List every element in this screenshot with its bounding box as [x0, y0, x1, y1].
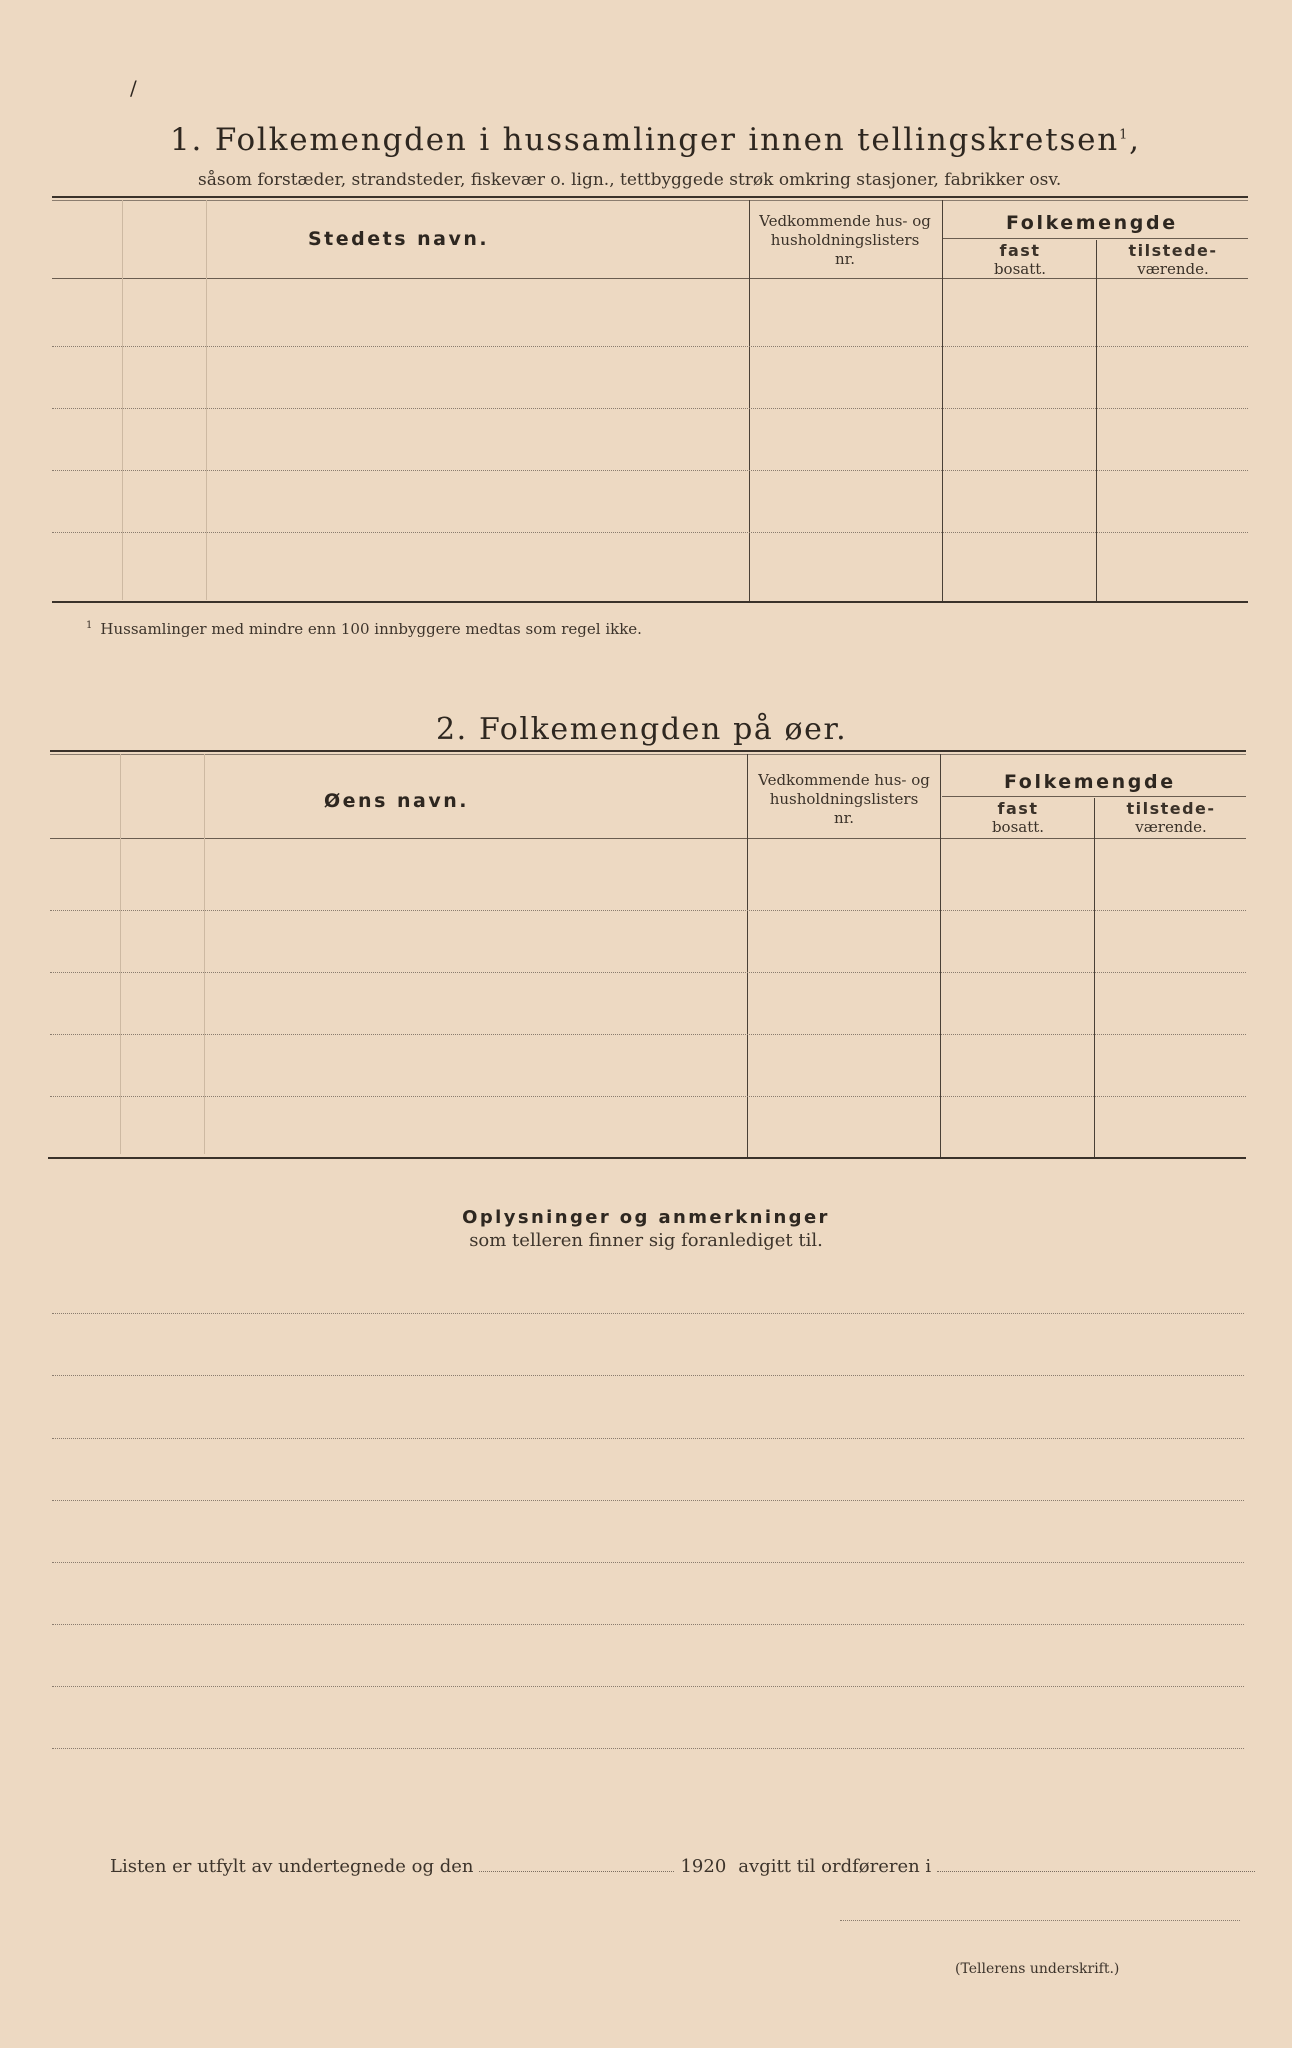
section2-col-fast-header: fast bosatt. [991, 799, 1045, 836]
remarks-line [52, 1748, 1244, 1749]
section2-column-divider [1094, 798, 1095, 1158]
section1-row-line [52, 346, 1248, 347]
section2-header-bottom-rule [50, 838, 1246, 839]
section1-footnote: $^1$ Hussamlinger med mindre enn 100 innbyggere medtas som regel ikke. [86, 620, 642, 638]
section1-folk-divider [943, 238, 1248, 239]
section2-col-tilstede-header: tilstede- værende. [1126, 799, 1216, 836]
section2-column-divider [940, 754, 941, 1158]
section2-faint-column [204, 754, 205, 1154]
section2-top-rule [50, 750, 1246, 752]
section2-bottom-rule [48, 1157, 1246, 1159]
section1-col-folk-header: Folkemengde [1006, 212, 1178, 234]
remarks-title: Oplysninger og anmerkninger [462, 1207, 830, 1228]
remarks-line [52, 1313, 1244, 1314]
section1-title: 1. Folkemengden i hussamlinger innen tellingskretsen$^1$, [170, 122, 1141, 158]
section1-faint-column [122, 200, 123, 600]
section1-row-line [52, 470, 1248, 471]
section1-subtitle: såsom forstæder, strandsteder, fiskevær o. lign., tettbyggede strøk omkring stasjoner, fabrikker osv. [198, 170, 1062, 190]
section1-col-tilstede-header: tilstede- værende. [1128, 241, 1218, 278]
section2-col-list-header: Vedkommende hus- og husholdningslisters nr. [758, 771, 930, 827]
section2-faint-column [120, 754, 121, 1154]
section1-faint-column [206, 200, 207, 600]
section2-row-line [50, 1034, 1246, 1035]
section1-header-bottom-rule [52, 278, 1248, 279]
signature-statement: Listen er utfylt av undertegnede og den 1920 avgitt til ordføreren i [110, 1856, 1255, 1877]
section2-row-line [50, 910, 1246, 911]
remarks-line [52, 1624, 1244, 1625]
section2-folk-divider [942, 796, 1246, 797]
section2-row-line [50, 1096, 1246, 1097]
section1-row-line [52, 532, 1248, 533]
remarks-heading [0, 1207, 1292, 1251]
remarks-line [52, 1562, 1244, 1563]
section2-top-rule-thin [50, 754, 1246, 755]
section2-col-name-header: Øens navn. [324, 790, 469, 812]
section1-top-rule [52, 196, 1248, 198]
section1-row-line [52, 408, 1248, 409]
remarks-line [52, 1375, 1244, 1376]
section2-row-line [50, 972, 1246, 973]
section1-column-divider [1096, 240, 1097, 602]
signature-line [840, 1920, 1240, 1921]
section1-col-fast-header: fast bosatt. [993, 241, 1047, 278]
remarks-line [52, 1686, 1244, 1687]
remarks-subtitle: som telleren finner sig foranlediget til. [469, 1230, 823, 1251]
signature-caption: (Tellerens underskrift.) [955, 1961, 1120, 1977]
section2-title: 2. Folkemengden på øer. [436, 712, 848, 747]
section2-column-divider [747, 754, 748, 1158]
section1-bottom-rule [52, 601, 1248, 603]
pen-mark: / [130, 76, 137, 100]
section1-col-list-header: Vedkommende hus- og husholdningslisters nr. [759, 212, 931, 268]
section2-col-folk-header: Folkemengde [1004, 771, 1176, 793]
section1-column-divider [749, 200, 750, 602]
remarks-line [52, 1500, 1244, 1501]
section1-column-divider [942, 200, 943, 602]
remarks-line [52, 1438, 1244, 1439]
section1-col-name-header: Stedets navn. [308, 228, 490, 250]
section1-top-rule-thin [52, 200, 1248, 201]
